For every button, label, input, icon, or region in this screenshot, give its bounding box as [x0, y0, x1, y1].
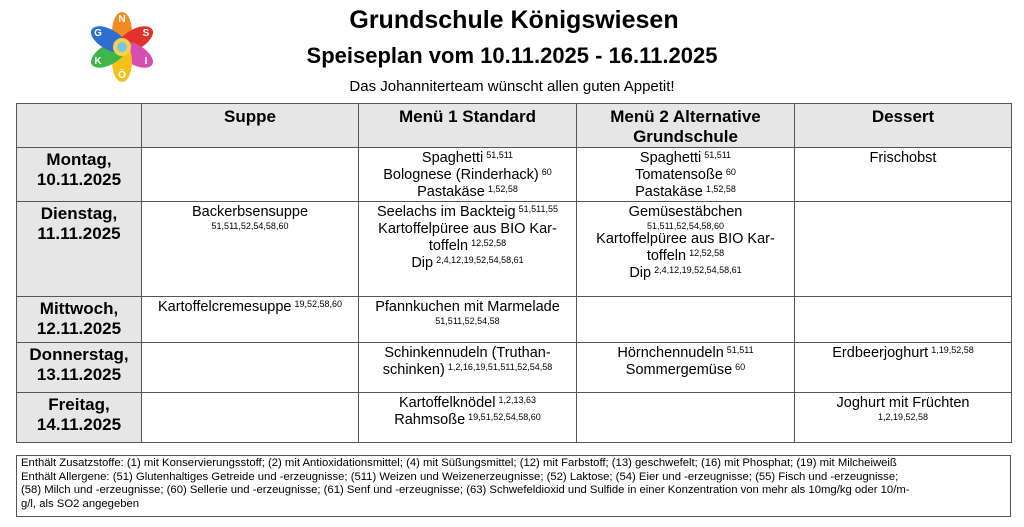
dish [798, 345, 1008, 362]
menu-cell-dessert [795, 343, 1012, 393]
menu-cell-menu2 [577, 393, 795, 443]
weekday: Donnerstag, [29, 345, 129, 364]
dish-name: Kartoffelpüree aus BIO Kar-toffeln [378, 221, 557, 254]
menu-cell-menu2 [577, 343, 795, 393]
logo-letter: I [144, 56, 148, 67]
dish [580, 345, 791, 362]
dish-name: Dip [411, 255, 434, 271]
menu-cell-menu1 [359, 148, 577, 202]
allergen-codes: 1,2,13,63 [498, 395, 536, 405]
allergen-codes: 60 [725, 167, 736, 177]
additives-allergens-footer [16, 455, 1011, 517]
menu-cell-dessert [795, 393, 1012, 443]
dish [580, 265, 791, 282]
dish-name: Rahmsoße [394, 412, 466, 428]
corner-cell [17, 104, 142, 148]
dish-name: Pastakäse [635, 184, 703, 200]
dish [362, 150, 573, 167]
dish-name: Hörnchennudeln [617, 345, 724, 361]
header [0, 4, 1024, 96]
menu-cell-menu1 [359, 393, 577, 443]
weekday: Mittwoch, [39, 299, 119, 318]
column-header-menu2: Menü 2 Alternative Grundschule [577, 104, 795, 148]
allergen-codes: 51,511,52,54,58,60 [647, 221, 724, 231]
allergen-codes: 1,52,58 [705, 184, 736, 194]
allergen-codes: 51,511 [726, 345, 754, 355]
dish [362, 299, 573, 326]
dish-name: Tomatensoße [635, 167, 723, 183]
dish-name: Backerbsensuppe [191, 204, 309, 220]
logo-letter: S [142, 28, 150, 39]
date: 12.11.2025 [36, 319, 122, 338]
dish-name: Erdbeerjoghurt [832, 345, 929, 361]
menu-cell-menu2 [577, 297, 795, 343]
menu-cell-menu1 [359, 202, 577, 297]
allergen-codes: 2,4,12,19,52,54,58,61 [436, 255, 524, 265]
column-header-suppe: Suppe [142, 104, 359, 148]
menu-cell-dessert [795, 202, 1012, 297]
table-header-row [17, 104, 1012, 148]
column-header-dessert: Dessert [795, 104, 1012, 148]
allergen-codes: 19,52,58,60 [294, 299, 343, 309]
dish [145, 299, 355, 316]
day-row [17, 343, 1012, 393]
allergen-codes: 1,2,16,19,51,511,52,54,58 [447, 362, 553, 372]
day-label [17, 393, 142, 443]
weekday: Montag, [46, 150, 112, 169]
dish [580, 204, 791, 231]
dish [362, 345, 573, 379]
day-row [17, 297, 1012, 343]
menu-cell-suppe [142, 202, 359, 297]
allergen-codes: 1,52,58 [487, 184, 518, 194]
dish-name: Dip [629, 265, 652, 281]
dish [362, 167, 573, 184]
allergen-codes: 12,52,58 [689, 248, 725, 258]
menu-cell-suppe [142, 148, 359, 202]
allergen-codes: 12,52,58 [471, 238, 507, 248]
dish [580, 184, 791, 201]
day-row [17, 393, 1012, 443]
footer-line: Enthält Zusatzstoffe: (1) mit Konservierungsstoff; (2) mit Antioxidationsmittel; (4) mit Süßungsmittel; (12) mit Farbstoff; (13) geschwefelt; (16) mit Phosphat; (19) mit Milcheiweiß [21, 457, 897, 469]
logo-letter: N [118, 14, 126, 25]
dish [362, 221, 573, 255]
allergen-codes: 60 [541, 167, 552, 177]
date: 10.11.2025 [36, 170, 122, 189]
dish-name: Bolognese (Rinderhack) [383, 167, 539, 183]
allergen-codes: 51,511,52,54,58 [435, 316, 500, 326]
dish-name: Frischobst [869, 150, 937, 166]
weekday: Freitag, [48, 395, 110, 414]
dish [362, 255, 573, 272]
dish-name: Pastakäse [417, 184, 485, 200]
allergen-codes: 2,4,12,19,52,54,58,61 [654, 265, 742, 275]
dish-name: Pfannkuchen mit Marmelade [375, 299, 560, 315]
weekday: Dienstag, [40, 204, 118, 223]
dish-name: Seelachs im Backteig [377, 204, 516, 220]
date: 13.11.2025 [36, 365, 122, 384]
menu-cell-dessert [795, 148, 1012, 202]
day-label [17, 297, 142, 343]
menu-cell-dessert [795, 297, 1012, 343]
dish [580, 167, 791, 184]
menu-cell-suppe [142, 343, 359, 393]
day-label [17, 148, 142, 202]
menu-cell-menu1 [359, 297, 577, 343]
dish-name: Spaghetti [639, 150, 702, 166]
menu-cell-suppe [142, 393, 359, 443]
dish-name: Sommergemüse [625, 362, 733, 378]
menu-cell-menu2 [577, 148, 795, 202]
menu-cell-menu1 [359, 343, 577, 393]
dish-name: Kartoffelknödel [398, 395, 496, 411]
logo-letter: K [94, 56, 102, 67]
day-label [17, 202, 142, 297]
dish [145, 204, 355, 231]
footer-line: Enthält Allergene: (51) Glutenhaltiges Getreide und -erzeugnisse; (511) Weizen und Weizenerzeugnisse; (52) Laktose; (54) Eier und -erzeugnisse; (55) Fisch und -erzeugnisse; [21, 470, 899, 483]
allergen-codes: 1,19,52,58 [931, 345, 974, 355]
date: 14.11.2025 [36, 415, 122, 434]
logo-letter: G [94, 28, 102, 39]
dish-name: Joghurt mit Früchten [836, 395, 970, 411]
allergen-codes: 19,51,52,54,58,60 [468, 412, 541, 422]
logo-letter: Ö [118, 70, 126, 81]
dish [362, 184, 573, 201]
dish-name: Spaghetti [421, 150, 484, 166]
dish [798, 395, 1008, 422]
allergen-codes: 60 [735, 362, 746, 372]
day-row [17, 202, 1012, 297]
day-label [17, 343, 142, 393]
menu-cell-menu2 [577, 202, 795, 297]
allergen-codes: 51,511,52,54,58,60 [211, 221, 289, 231]
dish-name: Gemüsestäbchen [628, 204, 743, 220]
menu-table [16, 103, 1012, 443]
greeting-text: Das Johanniterteam wünscht allen guten Appetit! [349, 78, 675, 95]
allergen-codes: 1,2,19,52,58 [877, 412, 929, 422]
footer-line: g/l, als SO2 angegeben [21, 497, 140, 510]
allergen-codes: 51,511,55 [518, 204, 558, 214]
column-header-menu1: Menü 1 Standard [359, 104, 577, 148]
menu-cell-suppe [142, 297, 359, 343]
dish [362, 412, 573, 429]
dish [798, 150, 1008, 167]
day-row [17, 148, 1012, 202]
allergen-codes: 51,511 [486, 150, 514, 160]
page-title: Grundschule Königswiesen [349, 6, 679, 34]
dish [580, 362, 791, 379]
allergen-codes: 51,511 [704, 150, 732, 160]
dish-name: Kartoffelpüree aus BIO Kar-toffeln [596, 231, 775, 264]
dish-name: Kartoffelcremesuppe [157, 299, 292, 315]
dish-name: Schinkennudeln (Truthan-schinken) [382, 345, 551, 378]
dish [580, 231, 791, 265]
footer-line: (58) Milch und -erzeugnisse; (60) Sellerie und -erzeugnisse; (61) Senf und -erzeugnisse; (63) Schwefeldioxid und Sulfide in einer Konzentration von mehr als 10mg/kg oder 10/m- [21, 484, 910, 496]
page-subtitle: Speiseplan vom 10.11.2025 - 16.11.2025 [306, 43, 718, 68]
dish [362, 204, 573, 221]
dish [580, 150, 791, 167]
dish [362, 395, 573, 412]
date: 11.11.2025 [37, 224, 121, 243]
